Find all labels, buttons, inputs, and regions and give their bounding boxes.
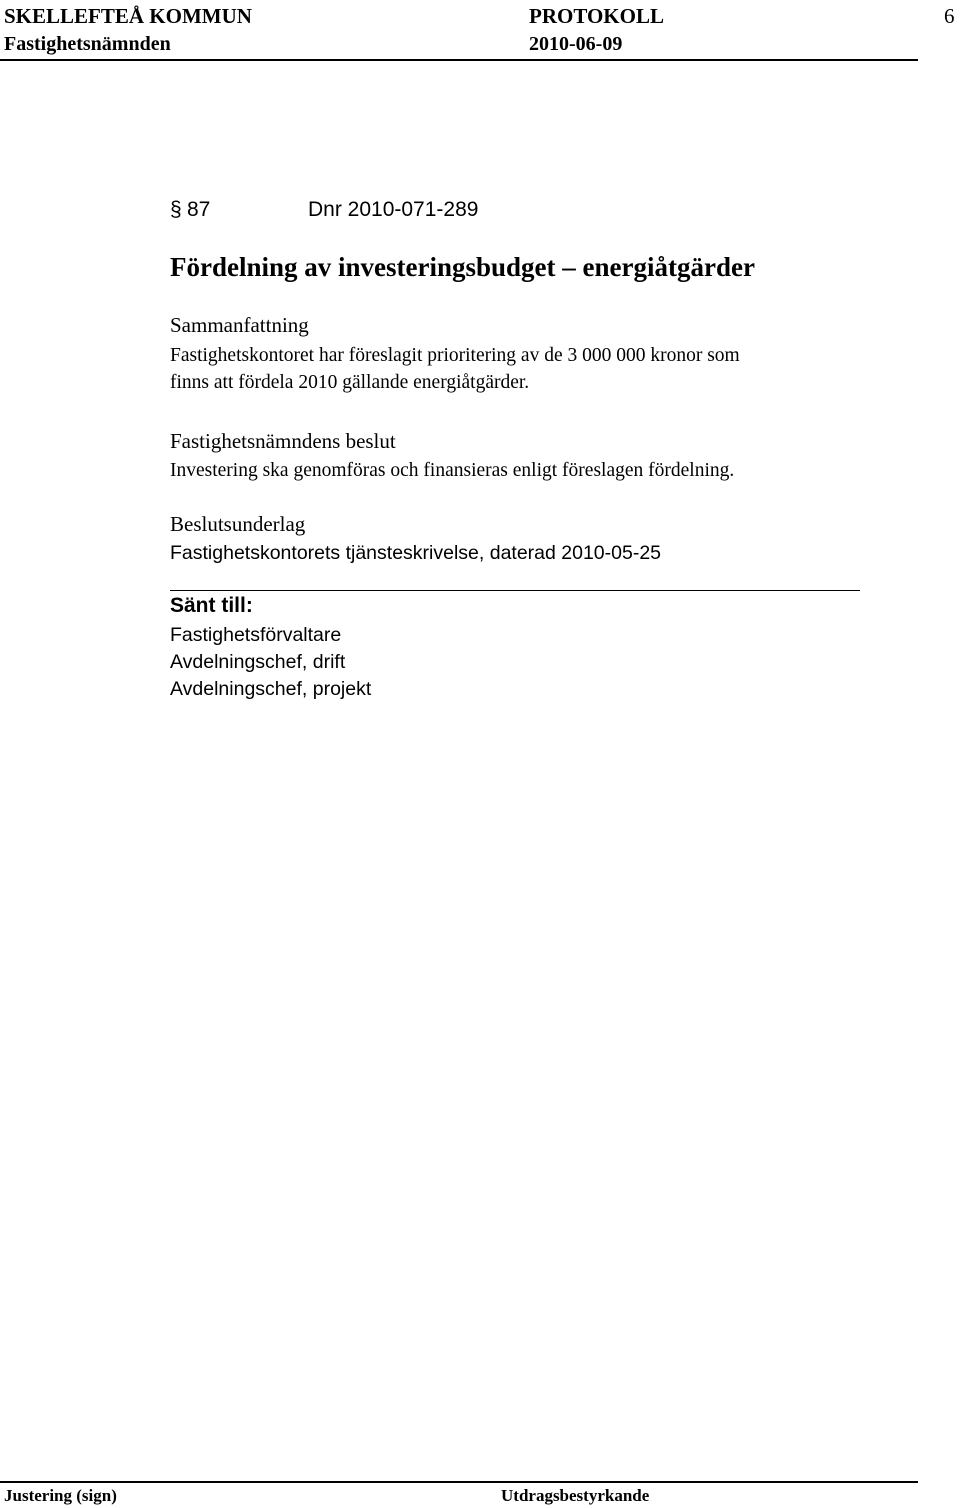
justering-label: Justering (sign) [4, 1486, 117, 1505]
sent-to-heading: Sänt till: [170, 594, 253, 617]
section-sign: § [170, 198, 182, 221]
org-name: SKELLEFTEÅ KOMMUN [4, 4, 252, 28]
summary-line-2: finns att fördela 2010 gällande energiåtgärder. [170, 372, 530, 393]
meeting-date: 2010-06-09 [529, 33, 623, 55]
summary-line-1: Fastighetskontoret har föreslagit prioritering av de 3 000 000 kronor som [170, 345, 740, 366]
decision-heading: Fastighetsnämndens beslut [170, 429, 396, 453]
basis-text: Fastighetskontorets tjänsteskrivelse, daterad 2010-05-25 [170, 542, 662, 564]
recipient-item: Avdelningschef, drift [170, 651, 346, 673]
header-rule [0, 59, 918, 61]
paragraph-number: 87 [187, 198, 211, 221]
basis-heading: Beslutsunderlag [170, 512, 306, 536]
committee-name: Fastighetsnämnden [4, 33, 171, 55]
footer-rule [0, 1481, 918, 1483]
case-number: Dnr 2010-071-289 [308, 198, 479, 221]
page-number: 6 [944, 4, 955, 28]
paragraph-title: Fördelning av investeringsbudget – energiåtgärder [170, 252, 755, 282]
decision-text: Investering ska genomföras och finansieras enligt föreslagen fördelning. [170, 460, 735, 481]
doc-type: PROTOKOLL [529, 4, 664, 28]
summary-heading: Sammanfattning [170, 313, 309, 337]
recipient-item: Avdelningschef, projekt [170, 678, 372, 700]
separator-line [170, 590, 860, 591]
utdrag-label: Utdragsbestyrkande [501, 1486, 650, 1505]
recipient-item: Fastighetsförvaltare [170, 624, 342, 646]
